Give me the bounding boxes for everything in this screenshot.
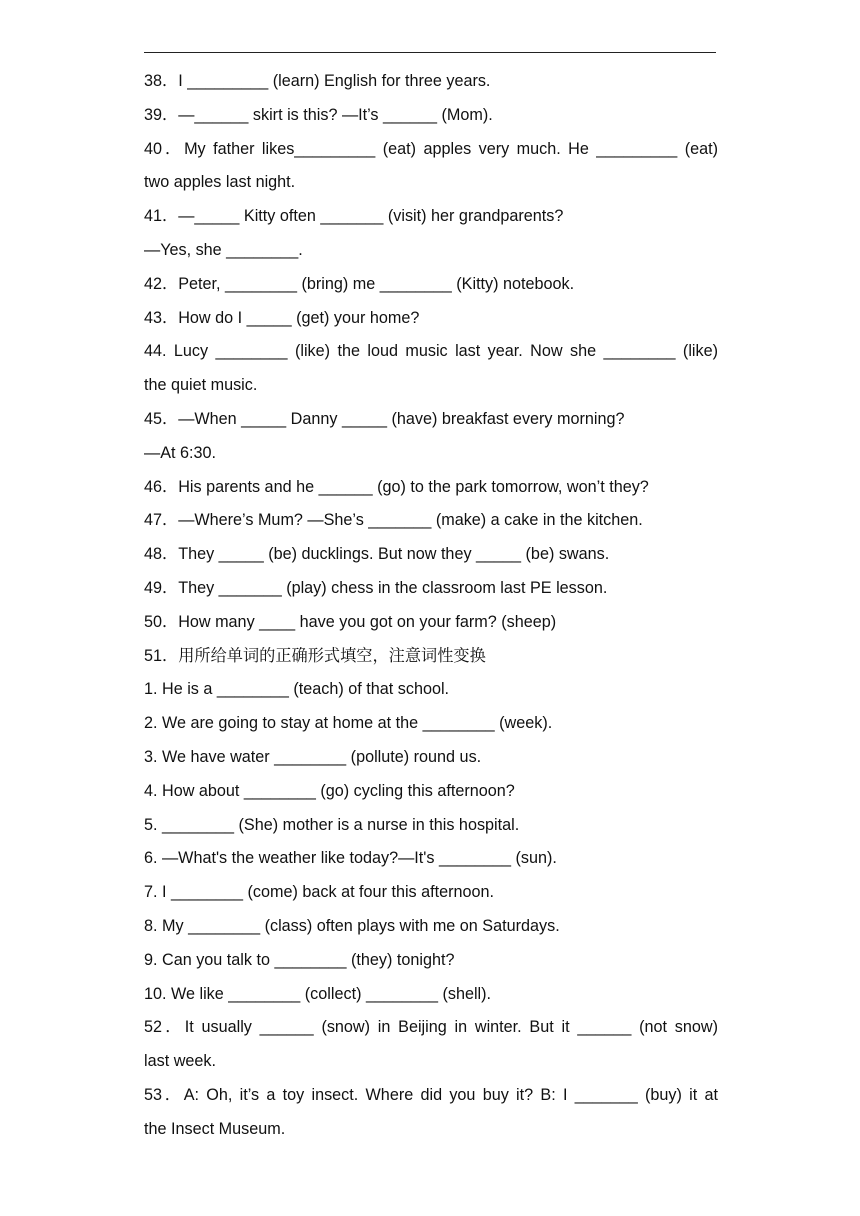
- question-40: 40．My father likes_________ (eat) apples very much. He _________ (eat): [144, 139, 718, 158]
- question-50: 50．How many ____ have you got on your farm? (sheep): [144, 612, 557, 631]
- question-42: 42．Peter, ________ (bring) me ________ (Kitty) notebook.: [144, 274, 575, 293]
- question-43: 43．How do I _____ (get) your home?: [144, 308, 420, 327]
- question-51-item-4: 4. How about ________ (go) cycling this afternoon?: [144, 781, 515, 800]
- question-45-answer: —At 6:30.: [144, 443, 216, 462]
- question-45: 45．—When _____ Danny _____ (have) breakfast every morning?: [144, 409, 625, 428]
- question-51-item-10: 10. We like ________ (collect) ________ (shell).: [144, 984, 492, 1003]
- question-41: 41．—_____ Kitty often _______ (visit) her grandparents?: [144, 207, 564, 226]
- question-51-item-2: 2. We are going to stay at home at the ________ (week).: [144, 714, 553, 733]
- question-51-item-3: 3. We have water ________ (pollute) round us.: [144, 747, 482, 766]
- question-51-item-9: 9. Can you talk to ________ (they) tonight?: [144, 950, 455, 969]
- question-44-continued: the quiet music.: [144, 376, 258, 395]
- question-53: 53．A: Oh, it’s a toy insect. Where did you buy it? B: I _______ (buy) it at: [144, 1085, 718, 1104]
- question-39: 39．—______ skirt is this? —It’s ______ (Mom).: [144, 105, 493, 124]
- question-51-item-1: 1. He is a ________ (teach) of that school.: [144, 680, 450, 699]
- header-rule: [144, 52, 716, 53]
- question-49: 49．They _______ (play) chess in the classroom last PE lesson.: [144, 578, 608, 597]
- question-53-continued: the Insect Museum.: [144, 1119, 286, 1138]
- question-44: 44. Lucy ________ (like) the loud music last year. Now she ________ (like): [144, 342, 718, 361]
- question-38: 38．I _________ (learn) English for three years.: [144, 72, 491, 90]
- question-46: 46．His parents and he ______ (go) to the park tomorrow, won’t they?: [144, 477, 649, 496]
- question-48: 48．They _____ (be) ducklings. But now they _____ (be) swans.: [144, 545, 610, 564]
- question-51-instruction: 51．用所给单词的正确形式填空，注意词性变换: [144, 646, 486, 665]
- question-51-item-7: 7. I ________ (come) back at four this afternoon.: [144, 883, 495, 902]
- question-51-item-5: 5. ________ (She) mother is a nurse in this hospital.: [144, 815, 520, 834]
- exercise-text: [144, 65, 718, 1147]
- question-47: 47．—Where’s Mum? —She’s _______ (make) a cake in the kitchen.: [144, 511, 643, 530]
- question-52-continued: last week.: [144, 1052, 216, 1071]
- question-40-continued: two apples last night.: [144, 173, 296, 192]
- question-51-item-6: 6. —What's the weather like today?—It's ________ (sun).: [144, 849, 557, 868]
- question-52: 52．It usually ______ (snow) in Beijing in winter. But it ______ (not snow): [144, 1018, 718, 1037]
- question-51-item-8: 8. My ________ (class) often plays with me on Saturdays.: [144, 916, 560, 935]
- question-41-answer: —Yes, she ________.: [144, 240, 303, 259]
